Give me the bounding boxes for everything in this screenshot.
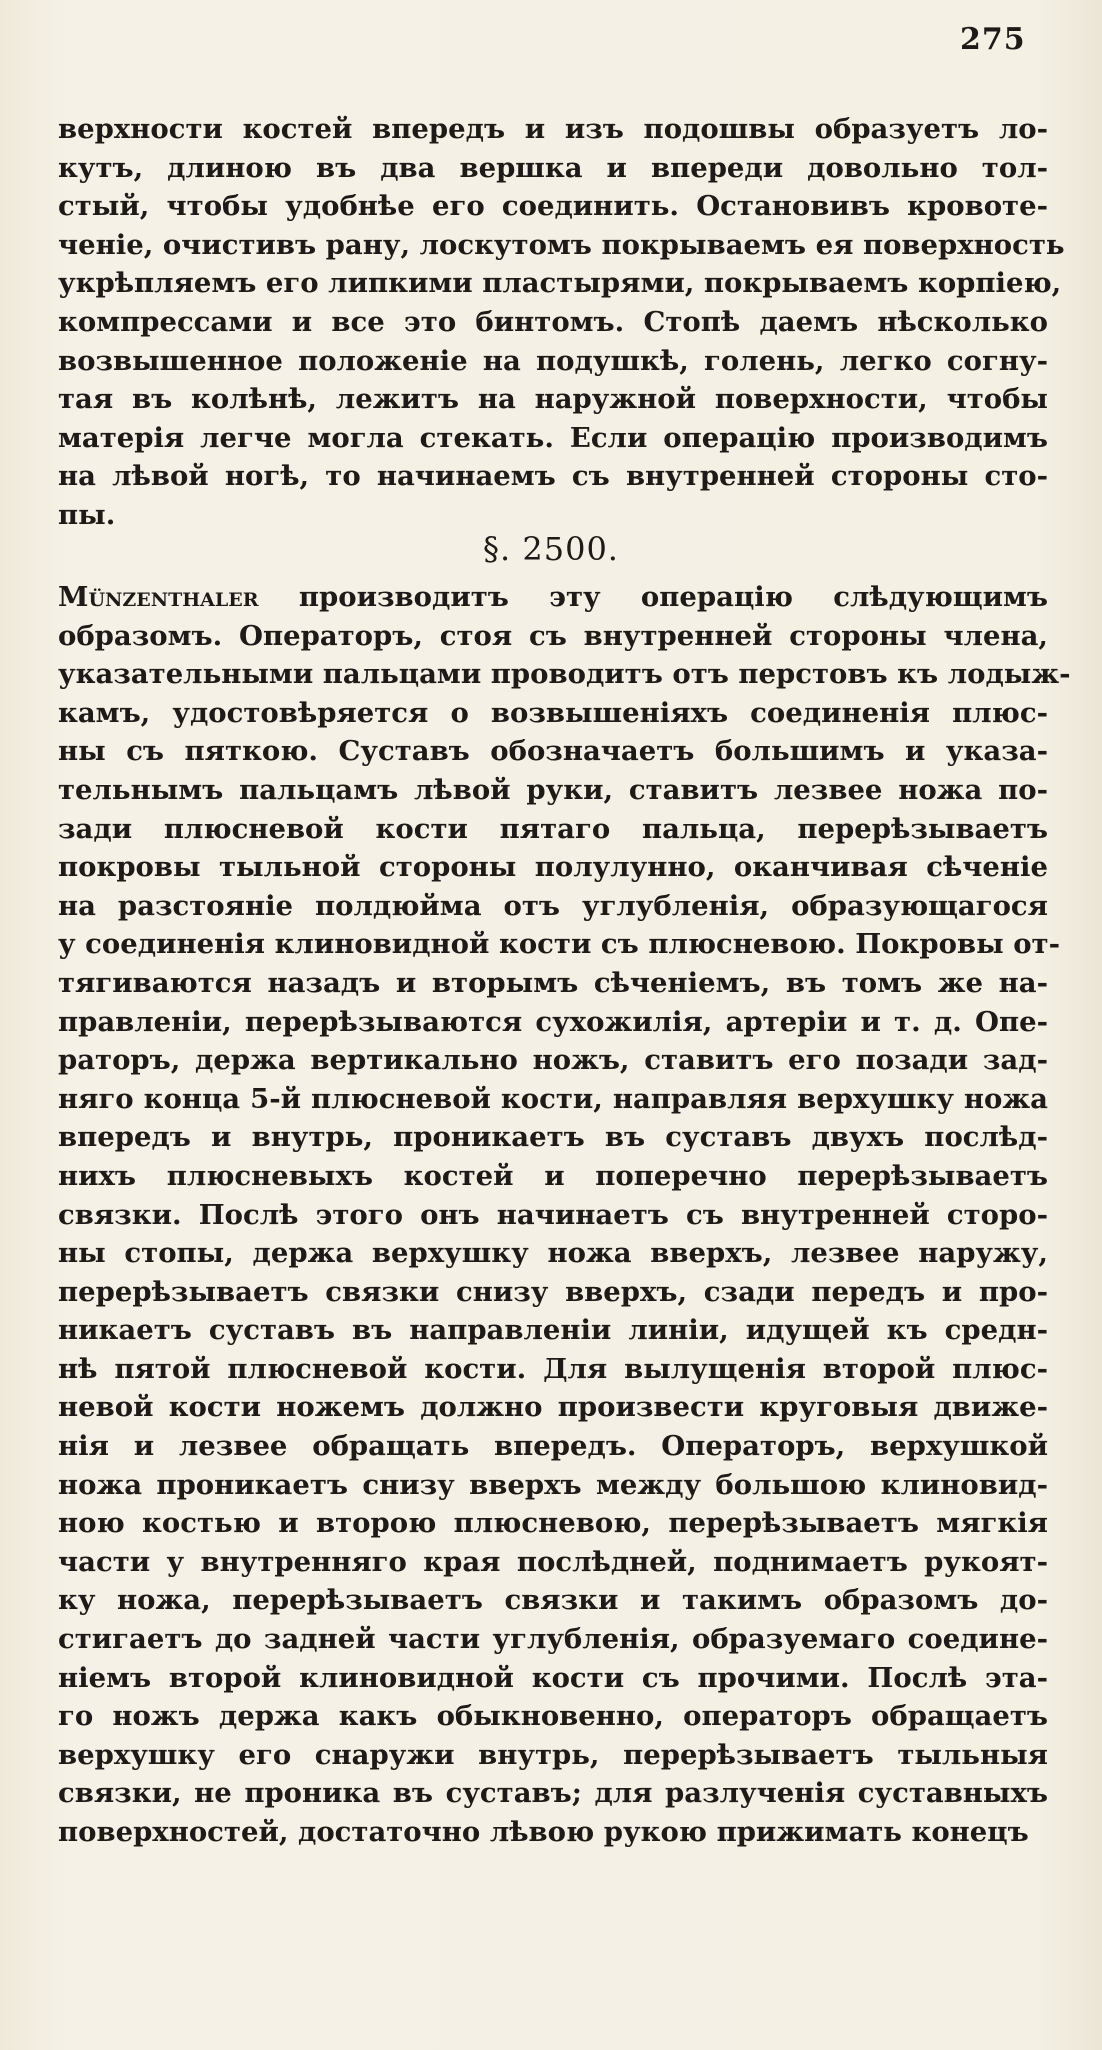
paragraph-2-first-line-text: производитъ эту операцію слѣдующимъ [258, 581, 1048, 613]
paragraph2-line: тельнымъ пальцамъ лѣвой руки, ставитъ лезвее ножа по- [58, 773, 1048, 806]
paragraph2-line: нихъ плюсневыхъ костей и поперечно перерѣзываетъ [58, 1159, 1048, 1192]
paragraph2-line: связки, не проника въ суставъ; для разлученія суставныхъ [58, 1777, 1048, 1810]
paragraph2-line: невой кости ножемъ должно произвести круговыя движе- [58, 1391, 1048, 1424]
paragraph2-line: зади плюсневой кости пятаго пальца, перерѣзываетъ [58, 812, 1048, 845]
paragraph2-line: нѣ пятой плюсневой кости. Для вылущенія второй плюс- [58, 1352, 1048, 1385]
paragraph2-line: го ножъ держа какъ обыкновенно, операторъ обращаетъ [58, 1700, 1048, 1733]
paragraph2-line: части у внутренняго края послѣдней, поднимаетъ рукоят- [58, 1545, 1048, 1578]
paragraph1-line: стый, чтобы удобнѣе его соединить. Остановивъ кровоте- [58, 190, 1048, 223]
author-name: Münzenthaler [58, 581, 259, 613]
section-heading: §. 2500. [483, 530, 619, 568]
paragraph1-line: на лѣвой ногѣ, то начинаемъ съ внутренней стороны сто- [58, 460, 1048, 493]
paragraph2-line: няго конца 5-й плюсневой кости, направляя верхушку ножа [58, 1082, 1048, 1115]
paragraph2-line: стигаетъ до задней части углубленія, образуемаго соедине- [58, 1623, 1048, 1656]
paragraph1-line: тая въ колѣнѣ, лежитъ на наружной поверхности, чтобы [58, 383, 1048, 416]
paragraph2-line: ною костью и второю плюсневою, перерѣзываетъ мягкія [58, 1507, 1048, 1540]
paragraph2-line: ны съ пяткою. Суставъ обозначаетъ большимъ и указа- [58, 735, 1048, 768]
paragraph2-line: никаетъ суставъ въ направленіи линіи, идущей къ средн- [58, 1314, 1048, 1347]
paragraph2-line: ны стопы, держа верхушку ножа вверхъ, лезвее наружу, [58, 1237, 1048, 1270]
paragraph2-line: ку ножа, перерѣзываетъ связки и такимъ образомъ до- [58, 1584, 1048, 1617]
paragraph2-line: покровы тыльной стороны полулунно, оканчивая сѣченіе [58, 851, 1048, 884]
paragraph1-line: верхности костей впередъ и изъ подошвы образуетъ ло- [58, 113, 1048, 145]
paragraph2-line: указательными пальцами проводитъ отъ перстовъ къ лодыж- [58, 658, 1071, 691]
paragraph2-line: верхушку его снаружи внутрь, перерѣзываетъ тыльныя [58, 1738, 1048, 1771]
paragraph2-line: раторъ, держа вертикально ножъ, ставитъ его позади зад- [58, 1044, 1048, 1077]
paragraph1-line: кутъ, длиною въ два вершка и впереди довольно тол- [58, 151, 1048, 184]
paragraph2-line: тягиваются назадъ и вторымъ сѣченіемъ, въ томъ же на- [58, 966, 1048, 999]
paragraph1-line: укрѣпляемъ его липкими пластырями, покрываемъ корпіею, [58, 267, 1062, 300]
paragraph1-line: компрессами и все это бинтомъ. Стопѣ даемъ нѣсколько [58, 305, 1048, 338]
paragraph2-line: связки. Послѣ этого онъ начинаетъ съ внутренней сторо- [58, 1198, 1048, 1231]
paragraph2-line: образомъ. Операторъ, стоя съ внутренней стороны члена, [58, 619, 1048, 652]
paragraph2-line: у соединенія клиновидной кости съ плюсневою. Покровы от- [58, 928, 1061, 961]
paragraph1-line: ченіе, очистивъ рану, лоскутомъ покрываемъ ея поверхность [58, 228, 1065, 261]
paragraph2-line: перерѣзываетъ связки снизу вверхъ, сзади передъ и про- [58, 1275, 1048, 1308]
paragraph-2 [58, 578, 1071, 1852]
paragraph2-line: камъ, удостовѣряется о возвышеніяхъ соединенія плюс- [58, 696, 1048, 729]
paragraph2-line: нія и лезвее обращать впередъ. Операторъ, верхушкой [58, 1430, 1048, 1463]
paragraph2-line: ножа проникаетъ снизу вверхъ между большою клиновид- [58, 1468, 1048, 1501]
paragraph1-line: пы. [58, 498, 116, 531]
paragraph1-line: возвышенное положеніе на подушкѣ, голень, легко согну- [58, 344, 1048, 377]
paragraph2-line: впередъ и внутрь, проникаетъ въ суставъ двухъ послѣд- [58, 1121, 1048, 1154]
paragraph1-line: матерія легче могла стекать. Если операцію производимъ [58, 421, 1048, 454]
paragraph2-line: правленіи, перерѣзываются сухожилія, артеріи и т. д. Опе- [58, 1005, 1048, 1038]
page-number: 275 [960, 22, 1026, 57]
paragraph2-line: поверхностей, достаточно лѣвою рукою прижимать конецъ [58, 1816, 1029, 1848]
paragraph-2-line [58, 578, 1048, 617]
paragraph2-line: ніемъ второй клиновидной кости съ прочими. Послѣ эта- [58, 1661, 1048, 1694]
paragraph2-line: на разстояніе полдюйма отъ углубленія, образующагося [58, 889, 1048, 922]
paragraph-1 [58, 110, 1065, 535]
